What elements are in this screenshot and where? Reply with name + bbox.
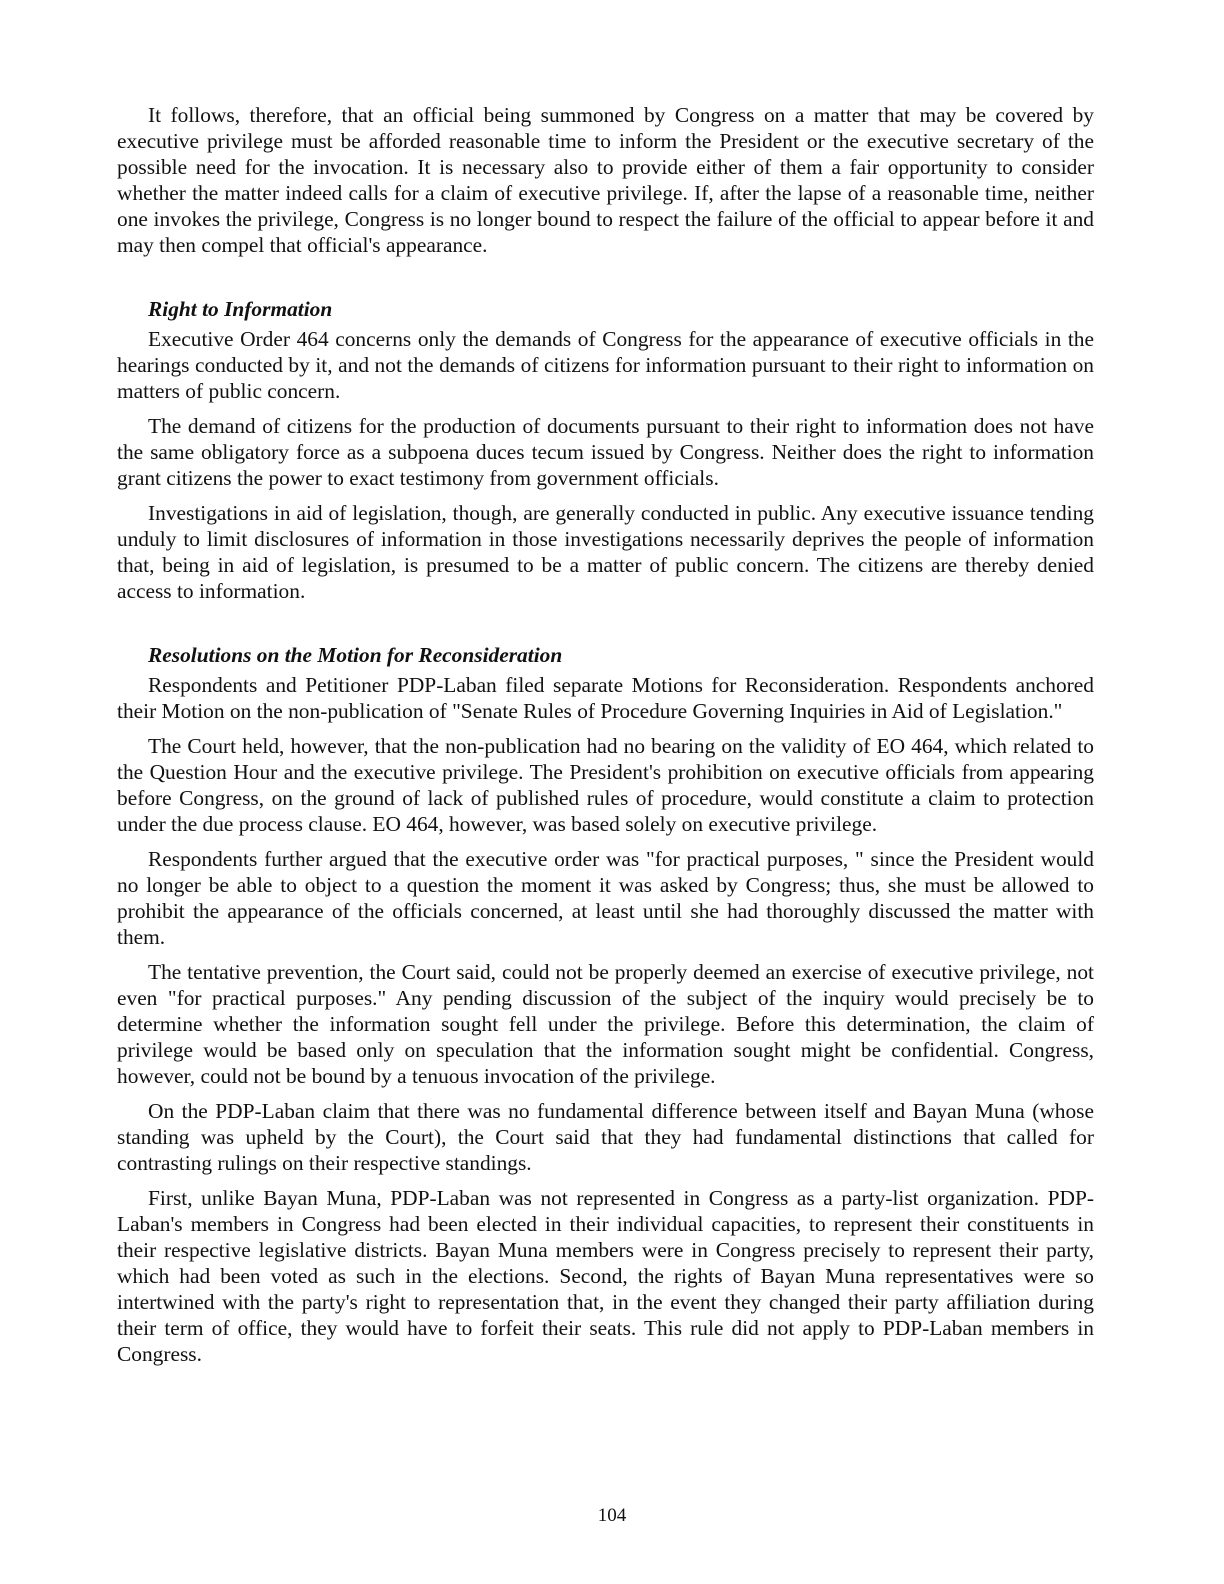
paragraph-investigations-public: Investigations in aid of legislation, though, are generally conducted in public. Any executive issuance tending unduly to limit disclosures of information in those investigations necessarily deprives the people of information that, being in aid of legislation, is presumed to be a matter of public concern. The citizens are thereby denied access to information. [117,501,1094,603]
paragraph-motions-filed: Respondents and Petitioner PDP-Laban filed separate Motions for Reconsideration. Respondents anchored their Motion on the non-publication of "Senate Rules of Procedure Governing Inquiries in Aid of Legislation." [117,673,1094,723]
paragraph-non-publication: The Court held, however, that the non-publication had no bearing on the validity of EO 464, which related to the Question Hour and the executive privilege. The President's prohibition on executive officials from appearing before Congress, on the ground of lack of published rules of procedure, would constitute a claim to protection under the due process clause. EO 464, however, was based solely on executive privilege. [117,734,1094,836]
paragraph-practical-purposes: Respondents further argued that the executive order was "for practical purposes, " since the President would no longer be able to object to a question the moment it was asked by Congress; thus, she must be allowed to prohibit the appearance of the officials concerned, at least until she had thoroughly discussed the matter with them. [117,847,1094,949]
paragraph-citizens-demand: The demand of citizens for the production of documents pursuant to their right to information does not have the same obligatory force as a subpoena duces tecum issued by Congress. Neither does the right to information grant citizens the power to exact testimony from government officials. [117,414,1094,490]
heading-right-to-information: Right to Information [148,297,333,321]
paragraph-tentative-prevention: The tentative prevention, the Court said, could not be properly deemed an exercise of executive privilege, not even "for practical purposes." Any pending discussion of the subject of the inquiry would precisely be to determine whether the information sought fell under the privilege. Before this determination, the claim of privilege would be based only on speculation that the information sought might be confidential. Congress, however, could not be bound by a tenuous invocation of the privilege. [117,960,1094,1088]
heading-motion-reconsideration: Resolutions on the Motion for Reconsideration [148,643,563,667]
document-page [117,102,1094,1376]
page-number: 104 [597,1505,627,1526]
paragraph-executive-privilege-summons: It follows, therefore, that an official being summoned by Congress on a matter that may be covered by executive privilege must be afforded reasonable time to inform the President or the executive secretary of the possible need for the invocation. It is necessary also to provide either of them a fair opportunity to consider whether the matter indeed calls for a claim of executive privilege. If, after the lapse of a reasonable time, neither one invokes the privilege, Congress is no longer bound to respect the failure of the official to appear before it and may then compel that official's appearance. [117,103,1094,257]
paragraph-party-list-distinction: First, unlike Bayan Muna, PDP-Laban was not represented in Congress as a party-list organization. PDP-Laban's members in Congress had been elected in their individual capacities, to represent their constituents in their respective legislative districts. Bayan Muna members were in Congress precisely to represent their party, which had been voted as such in the elections. Second, the rights of Bayan Muna representatives were so intertwined with the party's right to representation that, in the event they changed their party affiliation during their term of office, they would have to forfeit their seats. This rule did not apply to PDP-Laban members in Congress. [117,1186,1094,1366]
paragraph-pdp-laban-claim: On the PDP-Laban claim that there was no fundamental difference between itself and Bayan Muna (whose standing was upheld by the Court), the Court said that they had fundamental distinctions that called for contrasting rulings on their respective standings. [117,1099,1094,1175]
paragraph-eo464-scope: Executive Order 464 concerns only the demands of Congress for the appearance of executive officials in the hearings conducted by it, and not the demands of citizens for information pursuant to their right to information on matters of public concern. [117,327,1094,403]
